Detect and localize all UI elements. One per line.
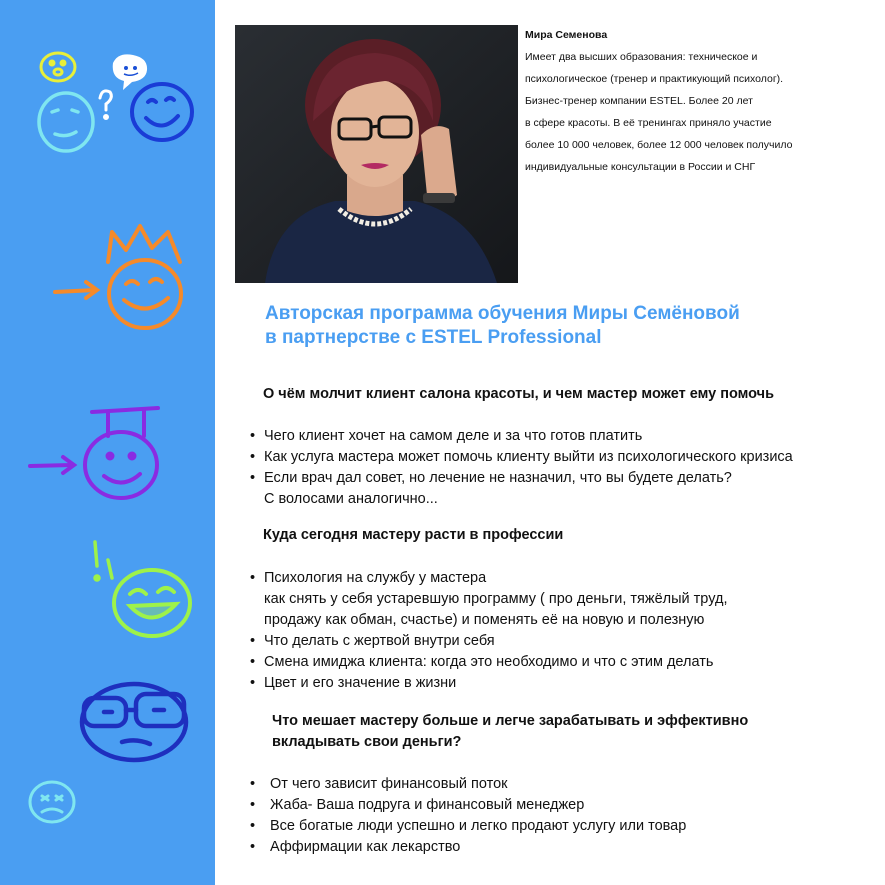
exclamation-icon [95,542,112,580]
list-item [250,652,870,673]
bio-line: Имеет два высших образования: техническое и [525,51,758,63]
list-item [250,568,870,631]
question-mark-icon [100,91,111,119]
list-item-continuation: С волосами аналогично... [264,491,438,507]
orange-arrow-icon [55,282,97,298]
list-item-text: Все богатые люди успешно и легко продают услугу или товар [270,818,687,834]
portrait-photo [235,25,518,283]
list-item-continuation: продажу как обман, счастье) и поменять её на новую и полезную [264,612,705,628]
bio-line: Бизнес-тренер компании ESTEL. Более 20 лет [525,95,753,107]
program-headline [265,302,865,350]
bio-block [525,24,875,178]
list-item [250,447,870,468]
yellow-face-icon [41,53,75,81]
headline-line-1: Авторская программа обучения Миры Семёновой [265,303,740,324]
section-3-title-line-1: Что мешает мастеру больше и легче зарабатывать и эффективно [272,713,749,729]
bio-name: Мира Семенова [525,29,608,41]
list-item [250,631,870,652]
section-3-title [272,711,748,753]
section-1-list [250,426,870,510]
list-item [250,837,870,858]
list-item-text: Психология на службу у мастера [264,570,487,586]
bio-line: более 10 000 человек, более 12 000 человек получило [525,139,793,151]
sad-face-icon [30,782,74,822]
list-item-text: Аффирмации как лекарство [270,839,461,855]
list-item-text: Цвет и его значение в жизни [264,675,457,691]
purple-arrow-icon [30,457,74,473]
list-item-text: Жаба- Ваша подруга и финансовый менеджер [270,797,585,813]
crowned-face-icon [108,226,181,328]
list-item [250,816,870,837]
doodle-faces [0,0,215,885]
list-item-text: От чего зависит финансовый поток [270,776,508,792]
speech-bubble-icon [113,54,147,90]
list-item [250,673,870,694]
list-item-text: Если врач дал совет, но лечение не назначил, что вы будете делать? [264,470,732,486]
list-item [250,774,870,795]
bio-line: в сфере красоты. В её тренингах приняло участие [525,117,772,129]
section-1-title: О чём молчит клиент салона красоты, и чем мастер может ему помочь [263,386,774,402]
cyan-face-icon [39,93,93,151]
graduate-face-icon [85,408,158,498]
section-2-list [250,568,870,694]
list-item [250,795,870,816]
list-item-text: Смена имиджа клиента: когда это необходимо и что с этим делать [264,654,714,670]
laughing-face-icon [114,570,190,636]
list-item [250,426,870,447]
bio-line: психологическое (тренер и практикующий психолог). [525,73,784,85]
glasses-face-icon [82,684,186,760]
list-item-text: Что делать с жертвой внутри себя [264,633,495,649]
bio-line: индивидуальные консультации в России и СНГ [525,161,756,173]
sidebar-panel [0,0,215,885]
list-item-text: Чего клиент хочет на самом деле и за что готов платить [264,428,643,444]
section-2-title: Куда сегодня мастеру расти в профессии [263,527,564,543]
blue-face-icon [132,84,192,140]
headline-line-2: в партнерстве с ESTEL Professional [265,327,602,348]
portrait-illustration [235,25,518,283]
section-3-list [250,774,870,858]
list-item-text: Как услуга мастера может помочь клиенту выйти из психологического кризиса [264,449,793,465]
section-3-title-line-2: вкладывать свои деньги? [272,734,462,750]
list-item-continuation: как снять у себя устаревшую программу ( про деньги, тяжёлый труд, [264,591,728,607]
list-item [250,468,870,510]
